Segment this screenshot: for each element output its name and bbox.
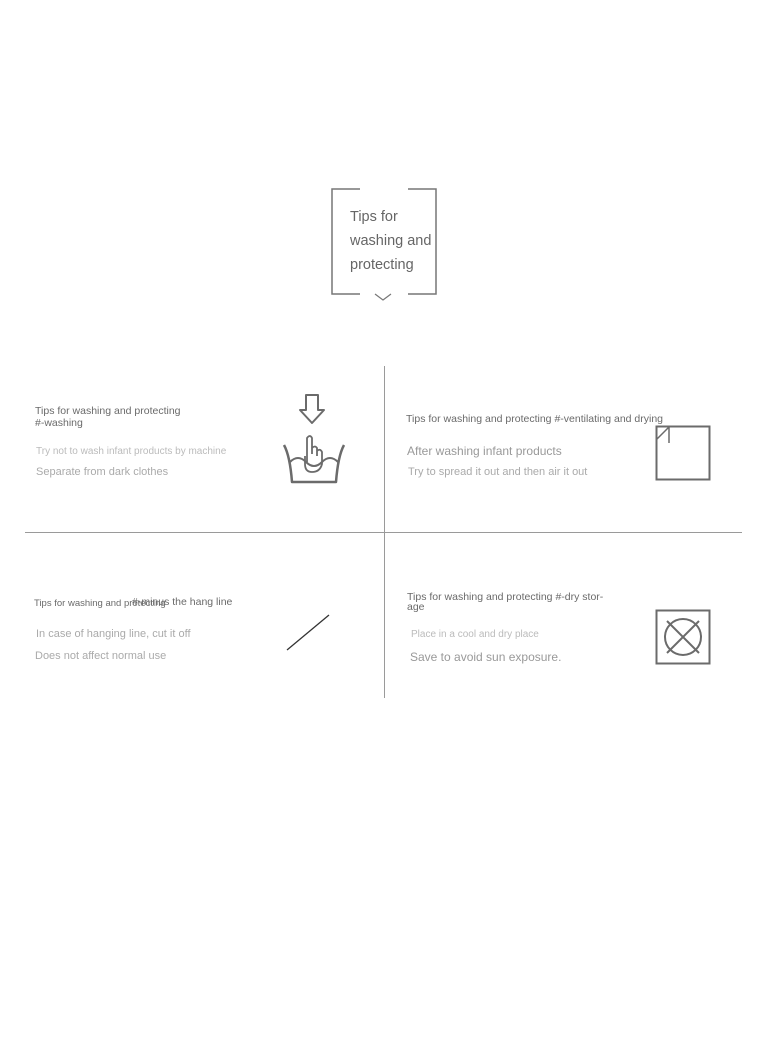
diagonal-line-icon	[284, 612, 332, 654]
section-washing	[35, 405, 295, 485]
hang-line-line-2: Does not affect normal use	[35, 650, 167, 662]
hang-line-heading-b: #-minus the hang line	[132, 596, 233, 608]
section-hang-line	[34, 596, 294, 668]
ventilating-heading: Tips for washing and protecting #-ventilating and drying	[406, 413, 664, 425]
hang-line-line-1: In case of hanging line, cut it off	[36, 628, 191, 640]
hang-line-heading-a: Tips for washing and protecting	[34, 598, 166, 609]
page-title	[350, 205, 450, 277]
ventilating-line-1: After washing infant products	[407, 444, 562, 458]
ventilating-line-2: Try to spread it out and then air it out	[408, 466, 588, 478]
section-ventilating	[406, 413, 696, 483]
title-line-1: Tips for	[350, 209, 398, 225]
storage-line-2: Save to avoid sun exposure.	[410, 650, 562, 664]
hand-wash-basin-icon	[280, 392, 348, 486]
storage-heading-line-2: age	[407, 601, 425, 613]
chevron-down-icon	[375, 294, 391, 300]
do-not-tumble-dry-icon	[655, 609, 713, 667]
title-line-2: washing and	[350, 233, 432, 249]
section-storage	[407, 591, 637, 671]
washing-heading-line-1: Tips for washing and protecting	[35, 405, 181, 417]
storage-line-1: Place in a cool and dry place	[411, 629, 539, 640]
line-dry-square-icon	[655, 425, 713, 483]
horizontal-divider	[25, 532, 742, 533]
title-line-3: protecting	[350, 257, 414, 273]
washing-line-2: Separate from dark clothes	[36, 466, 169, 478]
washing-line-1: Try not to wash infant products by machine	[36, 446, 227, 457]
washing-heading-line-2: #-washing	[35, 417, 83, 429]
storage-heading-line-1: Tips for washing and protecting #-dry stor-	[407, 591, 604, 603]
